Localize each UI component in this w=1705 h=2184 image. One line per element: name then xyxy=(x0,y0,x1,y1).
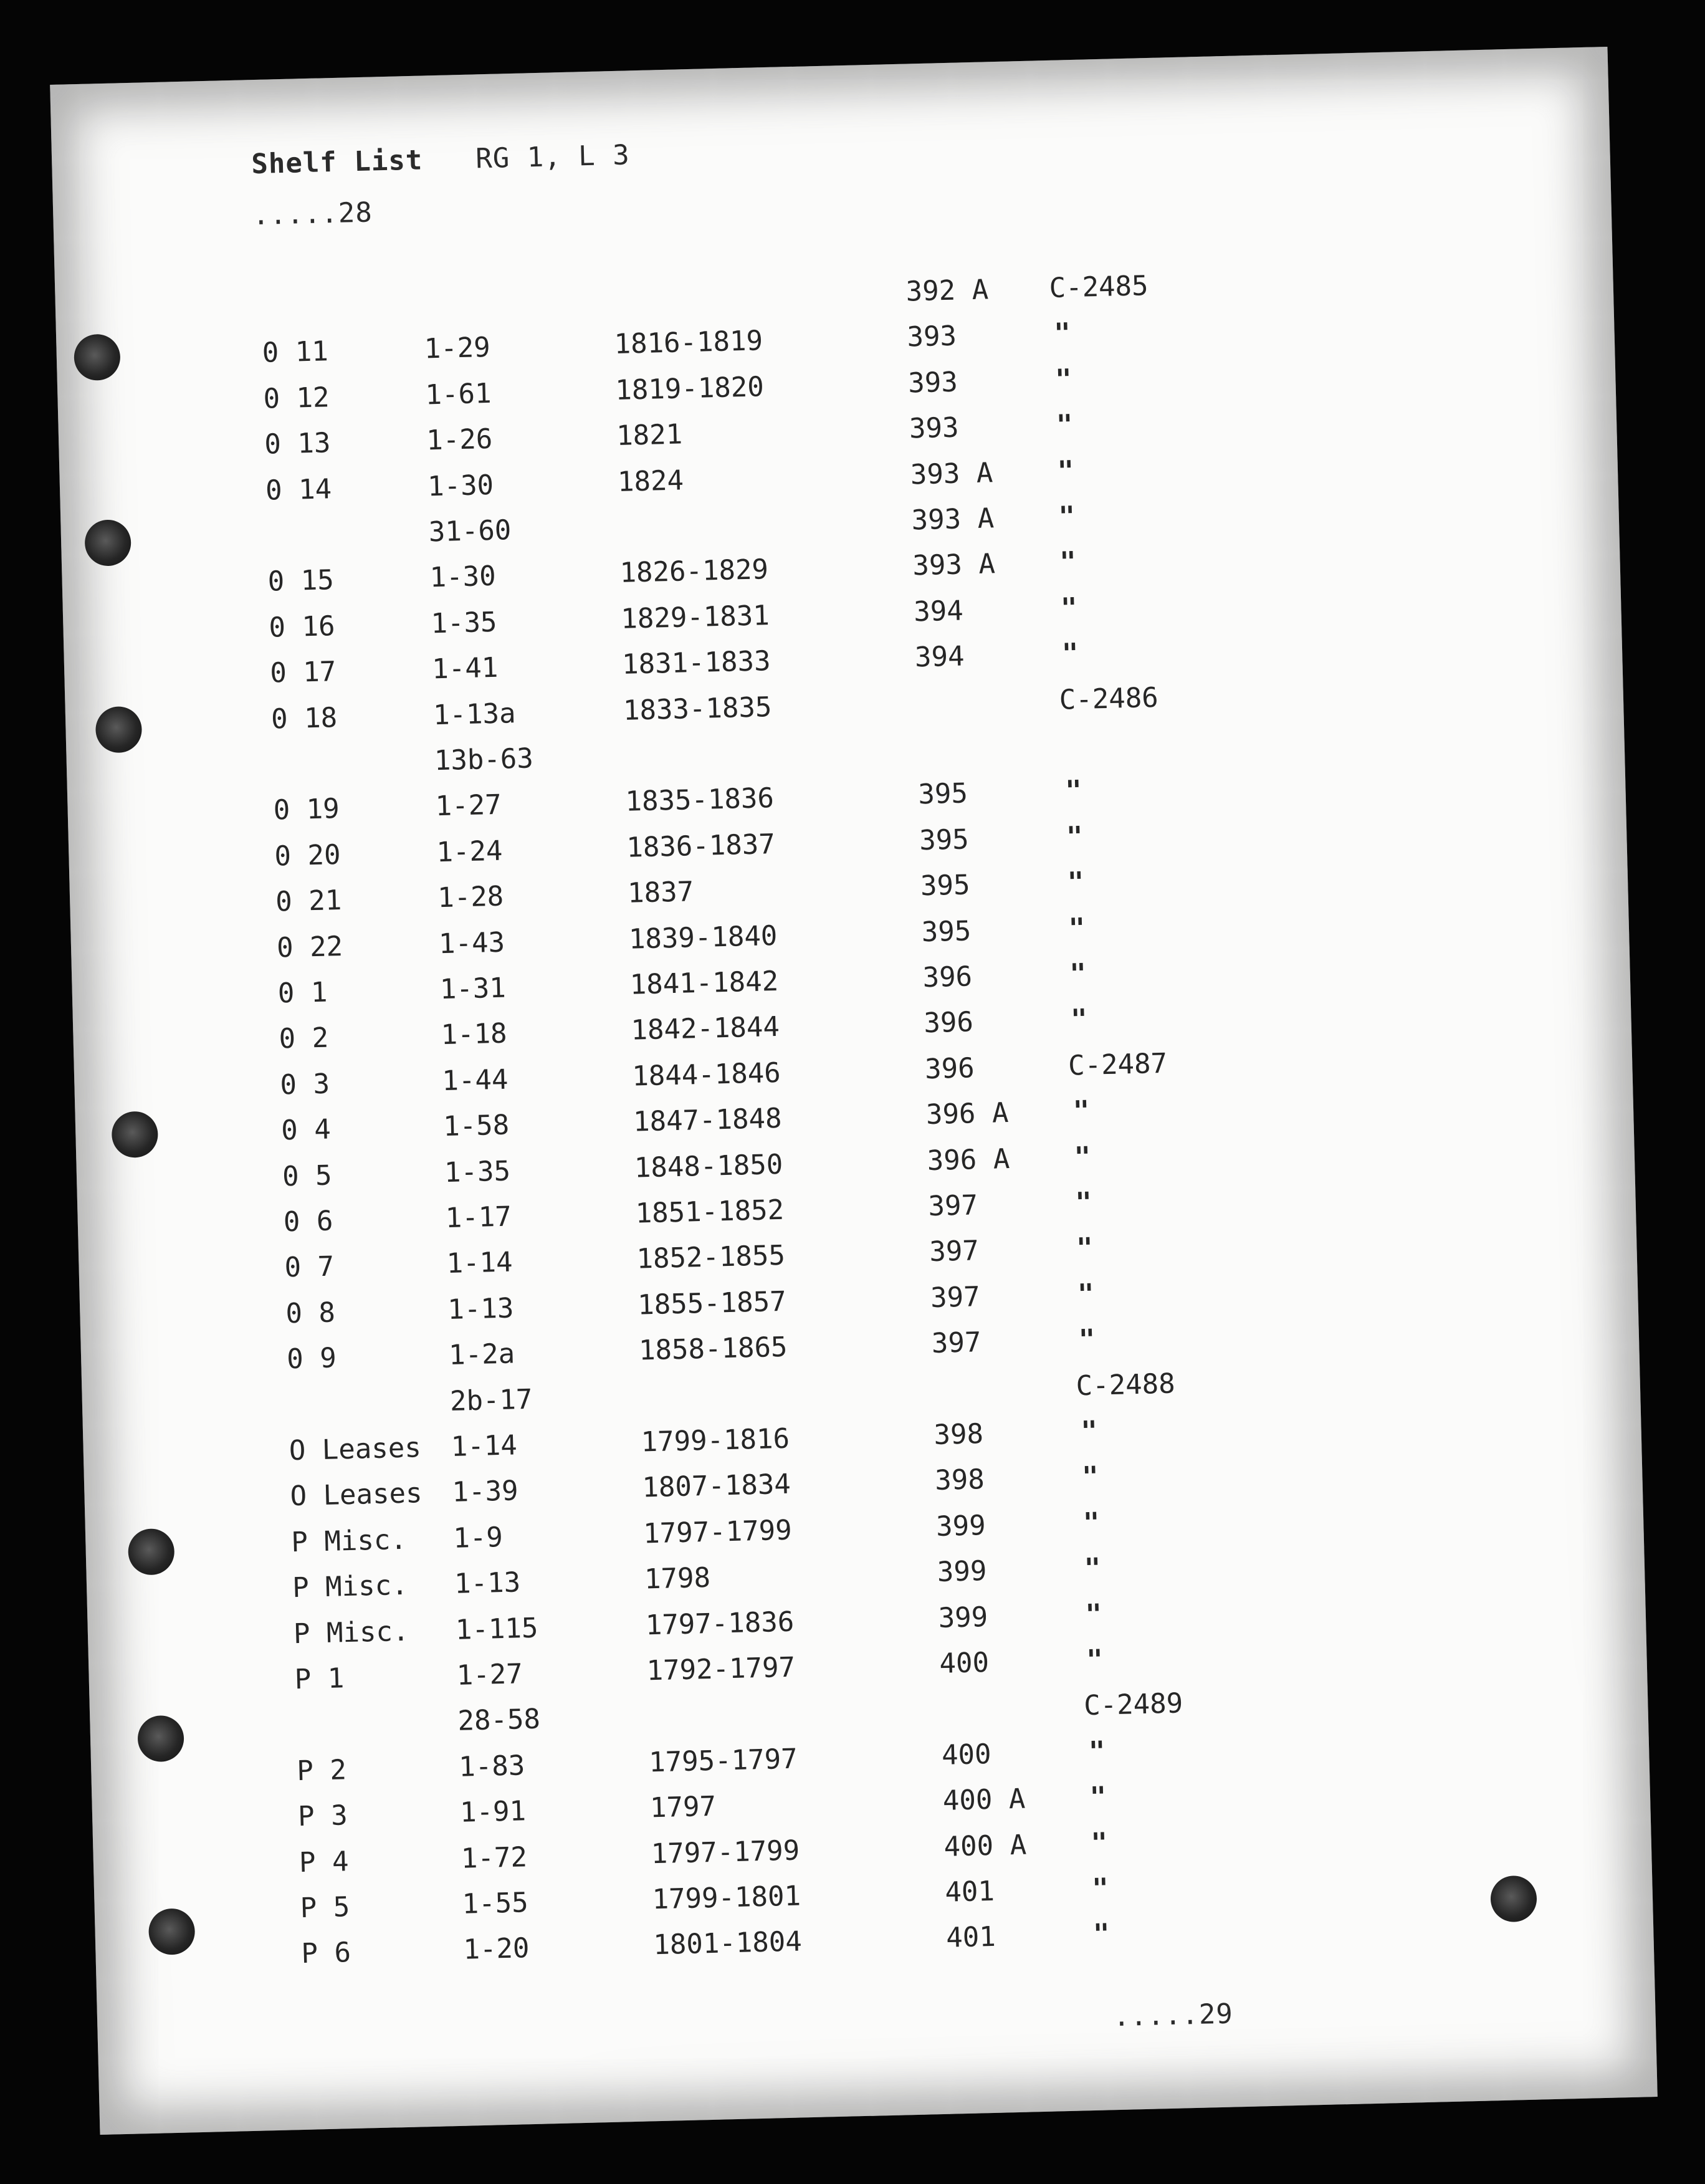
reel-value: " xyxy=(1082,1506,1101,1540)
row-items: 1-13 xyxy=(454,1566,521,1601)
reel-value: " xyxy=(1053,317,1071,350)
row-items: 1-24 xyxy=(436,835,504,869)
row-items: 1-35 xyxy=(444,1155,511,1189)
row-reel xyxy=(1086,1781,1107,1814)
row-box: 396 xyxy=(924,1052,975,1085)
row-dates: 1807-1834 xyxy=(641,1468,791,1504)
row-reel xyxy=(1087,1827,1108,1859)
table-row xyxy=(94,1872,1109,1935)
row-dates: 1829-1831 xyxy=(620,599,770,635)
reel-value: " xyxy=(1076,1232,1094,1265)
reel-value: C-2485 xyxy=(1049,270,1149,304)
table-row xyxy=(60,501,1076,563)
table-row xyxy=(64,638,1079,700)
row-reel xyxy=(1059,681,1158,716)
row-dates: 1801-1804 xyxy=(652,1925,803,1961)
row-dates: 1797-1799 xyxy=(651,1834,800,1870)
row-reel xyxy=(1088,1872,1109,1905)
row-reel xyxy=(1053,455,1074,487)
row-box: 396 xyxy=(923,1006,974,1040)
reel-value: C-2488 xyxy=(1076,1367,1176,1402)
row-items: 1-14 xyxy=(446,1246,513,1280)
row-items: 1-13a xyxy=(432,697,517,731)
row-reel xyxy=(1072,1232,1094,1265)
row-box: 397 xyxy=(927,1189,978,1223)
table-row xyxy=(84,1460,1099,1523)
reel-value: " xyxy=(1061,638,1079,670)
row-dates: 1819-1820 xyxy=(614,370,765,406)
row-reel xyxy=(1074,1324,1096,1356)
table-row xyxy=(65,681,1159,745)
row-box: 400 xyxy=(941,1738,992,1771)
row-dates: 1835-1836 xyxy=(624,782,775,818)
row-dates: 1855-1857 xyxy=(637,1285,787,1321)
binder-hole xyxy=(148,1908,196,1955)
reel-value: " xyxy=(1072,1094,1091,1128)
row-reel xyxy=(1076,1367,1175,1402)
table-row xyxy=(63,592,1078,654)
row-box: 398 xyxy=(933,1418,984,1452)
binder-hole xyxy=(137,1715,184,1763)
row-series: 0 19 xyxy=(273,793,340,827)
row-items: 1-58 xyxy=(442,1109,510,1143)
row-series: 0 18 xyxy=(270,701,338,735)
row-dates: 1799-1816 xyxy=(641,1422,790,1458)
row-reel xyxy=(1066,958,1087,990)
row-reel xyxy=(1054,501,1076,533)
row-dates: 1833-1835 xyxy=(623,691,772,727)
row-series: 0 9 xyxy=(286,1342,337,1376)
reel-value: " xyxy=(1070,1003,1088,1036)
row-items: 1-17 xyxy=(445,1200,512,1235)
row-reel xyxy=(1081,1598,1102,1631)
row-series: P 4 xyxy=(298,1845,350,1879)
row-series: 0 7 xyxy=(284,1250,335,1284)
table-row xyxy=(77,1186,1092,1248)
row-box: 396 A xyxy=(927,1142,1010,1177)
row-series: 0 14 xyxy=(265,472,332,507)
reel-value: " xyxy=(1086,1644,1104,1677)
row-box: 400 xyxy=(938,1646,990,1680)
reel-value: " xyxy=(1091,1872,1109,1905)
row-series: 0 21 xyxy=(275,884,342,918)
row-series: 0 16 xyxy=(268,610,336,644)
row-dates: 1797-1836 xyxy=(645,1606,795,1642)
row-series: 0 5 xyxy=(282,1159,333,1193)
table-row xyxy=(71,912,1086,974)
row-items: 1-83 xyxy=(458,1750,525,1783)
row-reel xyxy=(1056,546,1077,578)
document-page xyxy=(50,47,1658,2135)
row-series: 0 8 xyxy=(285,1296,336,1330)
row-items: 1-18 xyxy=(441,1017,508,1051)
row-items: 1-13 xyxy=(447,1292,514,1326)
reel-value: " xyxy=(1064,775,1082,807)
row-reel xyxy=(1078,1461,1099,1493)
row-reel xyxy=(1063,866,1084,899)
row-dates: 1826-1829 xyxy=(619,553,769,590)
row-reel xyxy=(1077,1415,1098,1448)
row-box: 393 A xyxy=(912,548,996,582)
row-items: 13b-63 xyxy=(434,742,534,777)
table-row xyxy=(73,1003,1088,1066)
row-series: 0 1 xyxy=(277,976,328,1010)
table-row xyxy=(74,1047,1168,1111)
table-row xyxy=(91,1735,1106,1798)
reel-value: " xyxy=(1088,1735,1106,1768)
row-box: 399 xyxy=(937,1555,988,1589)
row-series: 0 22 xyxy=(276,930,343,964)
row-series: P Misc. xyxy=(290,1523,408,1559)
table-row xyxy=(57,363,1072,426)
row-dates: 1792-1797 xyxy=(646,1651,796,1687)
reel-value: " xyxy=(1068,912,1086,945)
binder-hole xyxy=(1490,1875,1537,1923)
row-reel xyxy=(1067,1003,1088,1036)
row-reel xyxy=(1064,912,1086,944)
row-series: 0 6 xyxy=(283,1205,333,1238)
binder-hole xyxy=(111,1111,158,1158)
row-items: 1-27 xyxy=(456,1658,523,1692)
row-items: 1-91 xyxy=(459,1795,527,1829)
row-reel xyxy=(1089,1918,1110,1951)
record-group: RG 1, L 3 xyxy=(475,139,631,175)
row-box: 400 A xyxy=(942,1783,1026,1818)
row-dates: 1852-1855 xyxy=(636,1240,786,1275)
table-row xyxy=(92,1781,1107,1843)
row-dates: 1816-1819 xyxy=(614,325,763,361)
row-items: 1-26 xyxy=(426,423,493,457)
table-row xyxy=(88,1644,1104,1706)
row-series: 0 17 xyxy=(269,656,337,689)
row-box: 393 xyxy=(906,320,957,353)
row-box: 401 xyxy=(944,1875,995,1909)
reel-value: " xyxy=(1081,1460,1099,1493)
reel-value: C-2489 xyxy=(1083,1687,1183,1722)
row-dates: 1821 xyxy=(616,418,683,453)
row-box: 395 xyxy=(920,869,971,903)
row-reel xyxy=(1080,1553,1101,1585)
row-dates: 1795-1797 xyxy=(648,1743,798,1779)
row-series: P Misc. xyxy=(293,1615,410,1650)
table-row xyxy=(82,1367,1176,1432)
row-series: 0 4 xyxy=(280,1113,332,1147)
table-row xyxy=(75,1094,1091,1157)
table-row xyxy=(81,1323,1096,1386)
row-series: O Leases xyxy=(290,1477,423,1513)
table-row xyxy=(85,1506,1101,1569)
row-items: 1-31 xyxy=(439,972,507,1006)
row-box: 393 xyxy=(907,366,958,400)
row-series: P Misc. xyxy=(292,1569,409,1604)
row-series: P 1 xyxy=(294,1662,345,1696)
row-series: O Leases xyxy=(289,1432,422,1467)
row-box: 394 xyxy=(914,640,965,674)
row-reel xyxy=(1073,1278,1094,1310)
row-box: 401 xyxy=(945,1921,996,1955)
row-items: 1-30 xyxy=(427,469,494,503)
reel-value: " xyxy=(1085,1598,1102,1631)
row-items: 28-58 xyxy=(457,1703,541,1738)
row-box: 396 A xyxy=(925,1097,1010,1131)
table-row xyxy=(83,1415,1098,1477)
row-reel xyxy=(1051,363,1072,396)
row-reel xyxy=(1082,1644,1104,1677)
reel-value: " xyxy=(1067,866,1085,899)
table-row xyxy=(66,742,534,792)
table-row xyxy=(56,317,1071,380)
reel-value: " xyxy=(1074,1141,1091,1173)
row-reel xyxy=(1084,1735,1106,1768)
row-items: 1-29 xyxy=(424,332,491,365)
binder-hole xyxy=(95,706,143,754)
row-dates: 1799-1801 xyxy=(651,1880,801,1916)
row-reel xyxy=(1052,409,1073,441)
row-items: 1-115 xyxy=(455,1612,538,1646)
continued-from: .....28 xyxy=(252,196,373,232)
reel-value: " xyxy=(1057,454,1074,487)
reel-value: " xyxy=(1054,363,1072,396)
row-items: 1-14 xyxy=(451,1429,518,1463)
row-box: 399 xyxy=(938,1601,988,1634)
row-box: 394 xyxy=(913,595,964,628)
reel-value: " xyxy=(1077,1278,1095,1311)
row-items: 1-35 xyxy=(430,606,498,640)
row-items: 1-61 xyxy=(424,377,492,411)
row-box: 393 A xyxy=(910,456,993,491)
reel-value: " xyxy=(1060,592,1078,625)
row-box: 398 xyxy=(934,1463,985,1497)
row-reel xyxy=(1070,1141,1091,1173)
row-series: 0 3 xyxy=(279,1068,330,1101)
row-items: 31-60 xyxy=(428,514,512,548)
row-box: 399 xyxy=(935,1509,986,1543)
page-title: Shelf List xyxy=(251,144,423,181)
continued-to: .....29 xyxy=(1112,1998,1234,2033)
reel-value: " xyxy=(1078,1323,1096,1356)
row-items: 1-30 xyxy=(429,560,497,594)
row-dates: 1797-1799 xyxy=(642,1514,793,1550)
row-reel xyxy=(1063,821,1084,853)
row-dates: 1841-1842 xyxy=(629,965,779,1001)
row-dates: 1836-1837 xyxy=(626,828,776,864)
row-series: 0 13 xyxy=(264,427,331,461)
row-items: 1-20 xyxy=(462,1932,530,1966)
reel-value: C-2487 xyxy=(1067,1047,1168,1082)
reel-value: " xyxy=(1089,1781,1107,1814)
row-dates: 1851-1852 xyxy=(635,1194,785,1230)
row-box: 397 xyxy=(929,1235,980,1268)
row-box: 395 xyxy=(921,914,972,948)
row-dates: 1824 xyxy=(617,464,684,498)
binder-hole xyxy=(74,333,121,381)
row-series: P 2 xyxy=(296,1754,347,1787)
table-row xyxy=(95,1918,1110,1981)
row-series: 0 15 xyxy=(267,564,335,598)
row-items: 1-43 xyxy=(438,926,505,960)
row-reel xyxy=(1067,1048,1167,1082)
reel-value: " xyxy=(1069,957,1087,990)
row-dates: 1839-1840 xyxy=(628,919,778,956)
row-box: 397 xyxy=(930,1280,981,1314)
row-dates: 1847-1848 xyxy=(633,1103,783,1138)
reel-value: " xyxy=(1056,409,1074,441)
row-items: 1-2a xyxy=(448,1338,515,1372)
row-dates: 1844-1846 xyxy=(631,1056,781,1093)
reel-value: " xyxy=(1066,820,1084,853)
row-items: 1-41 xyxy=(431,651,499,686)
row-items: 1-9 xyxy=(452,1521,504,1554)
row-box: 396 xyxy=(922,960,973,994)
reel-value: " xyxy=(1059,546,1077,579)
row-series: 0 11 xyxy=(262,335,329,370)
row-box: 395 xyxy=(917,777,968,811)
reel-value: C-2486 xyxy=(1059,681,1159,716)
row-reel xyxy=(1071,1187,1092,1219)
row-box: 392 A xyxy=(905,274,989,308)
row-box: 395 xyxy=(919,823,970,857)
row-items: 1-72 xyxy=(461,1841,528,1875)
table-row xyxy=(67,775,1082,837)
row-items: 1-27 xyxy=(435,789,502,823)
row-items: 1-55 xyxy=(462,1887,529,1920)
row-dates: 1831-1833 xyxy=(621,645,771,681)
row-items: 1-28 xyxy=(437,880,504,914)
row-dates: 1858-1865 xyxy=(638,1331,788,1367)
row-box: 393 A xyxy=(911,502,995,537)
row-reel xyxy=(1050,318,1071,350)
row-dates: 1797 xyxy=(649,1790,717,1824)
reel-value: " xyxy=(1090,1827,1108,1859)
row-reel xyxy=(1079,1506,1100,1539)
row-box: 397 xyxy=(931,1326,982,1360)
row-items: 1-44 xyxy=(441,1063,509,1097)
row-box: 393 xyxy=(909,411,960,445)
reel-value: " xyxy=(1092,1918,1110,1951)
reel-value: " xyxy=(1074,1186,1092,1219)
row-series: 0 20 xyxy=(274,838,341,873)
reel-value: " xyxy=(1080,1415,1098,1448)
row-box: 400 A xyxy=(943,1829,1027,1863)
table-row xyxy=(87,1598,1102,1660)
row-reel xyxy=(1057,592,1078,625)
row-reel xyxy=(1069,1095,1090,1128)
row-dates: 1837 xyxy=(627,876,694,909)
row-reel xyxy=(1058,638,1079,670)
row-series: 0 2 xyxy=(279,1022,329,1055)
row-reel xyxy=(1061,775,1082,807)
reel-value: " xyxy=(1084,1552,1101,1585)
row-items: 1-39 xyxy=(451,1475,519,1509)
binder-hole xyxy=(84,519,131,567)
row-series: P 5 xyxy=(300,1891,350,1925)
row-reel xyxy=(1084,1688,1183,1722)
row-reel xyxy=(1049,270,1149,304)
row-series: P 3 xyxy=(297,1799,348,1833)
row-dates: 1848-1850 xyxy=(634,1148,783,1184)
reel-value: " xyxy=(1058,501,1076,533)
row-items: 2b-17 xyxy=(449,1383,533,1417)
row-series: P 6 xyxy=(300,1937,351,1970)
row-dates: 1842-1844 xyxy=(630,1011,780,1047)
binder-hole xyxy=(128,1528,175,1576)
row-series: 0 12 xyxy=(262,381,330,415)
row-dates: 1798 xyxy=(644,1562,711,1596)
